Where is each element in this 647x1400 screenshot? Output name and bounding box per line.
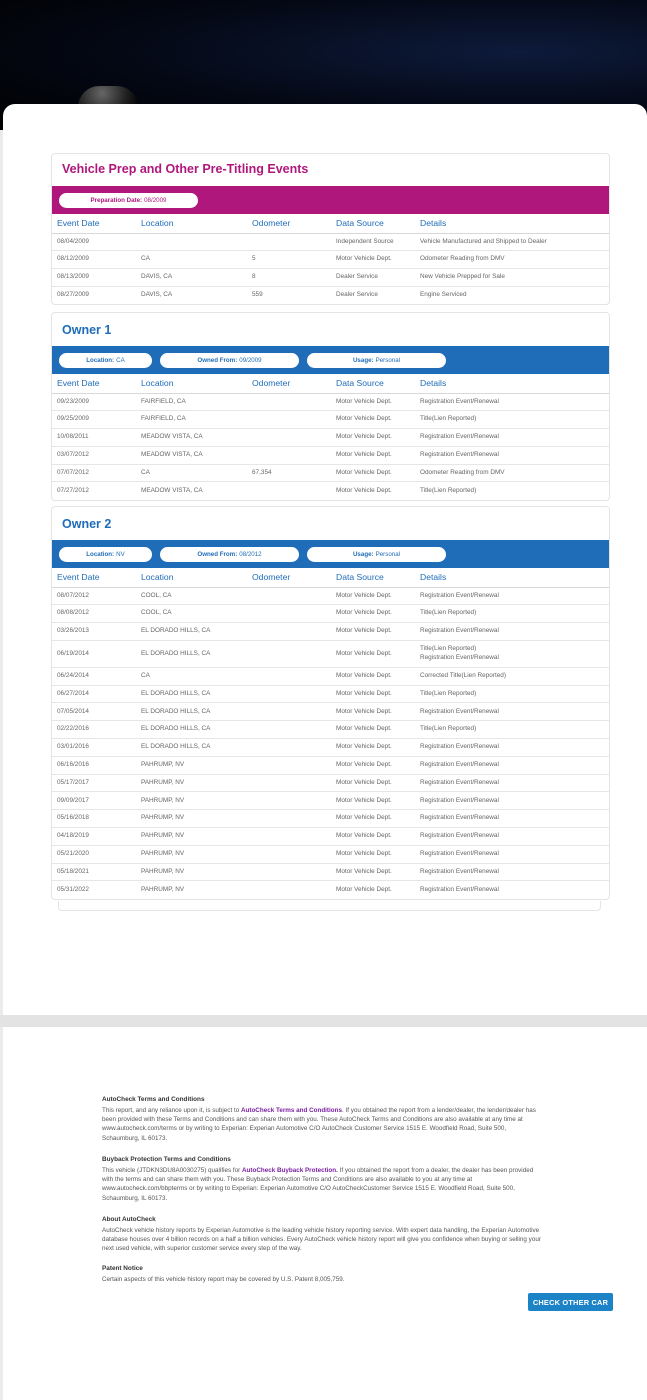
about-text: AutoCheck vehicle history reports by Experian Automotive is the leading vehicle history reporting service. With expert data handling, the Experian Automotive database houses over 4 billion records on a half a billion vehicles. Every AutoCheck vehicle history report will give you confidence when buying or selling your next used vehicle, with superior customer service every step of the way. (102, 1226, 541, 1253)
events-table-body (52, 393, 609, 500)
odometer-cell (247, 623, 331, 641)
odometer-cell (247, 881, 331, 899)
pill-value: CA (116, 356, 125, 364)
event-date-cell: 08/12/2009 (52, 251, 136, 269)
table-row (52, 863, 609, 881)
pill-value: 08/2009 (144, 196, 167, 204)
data-source-cell: Motor Vehicle Dept. (331, 756, 415, 774)
odometer-cell (247, 863, 331, 881)
event-date-cell: 05/18/2021 (52, 863, 136, 881)
details-cell: Registration Event/Renewal (415, 739, 609, 757)
details-cell: Engine Serviced (420, 291, 467, 299)
column-header: Event Date (52, 568, 136, 587)
location-cell: MEADOW VISTA, CA (136, 446, 247, 464)
patent-block (102, 1264, 542, 1284)
events-table (52, 568, 609, 899)
event-date-cell: 03/01/2016 (52, 739, 136, 757)
data-source-cell: Motor Vehicle Dept. (331, 774, 415, 792)
table-row (52, 703, 609, 721)
odometer-cell: 8 (247, 269, 331, 287)
details-cell: New Vehicle Prepped for Sale (415, 269, 609, 287)
details-cell: Registration Event/Renewal (415, 587, 609, 605)
location-cell: DAVIS, CA (136, 269, 247, 287)
summary-band (52, 346, 609, 374)
about-heading: About AutoCheck (102, 1216, 156, 1223)
odometer-cell (247, 739, 331, 757)
summary-band (52, 186, 609, 214)
column-header: Location (136, 568, 247, 587)
terms-heading: AutoCheck Terms and Conditions (102, 1096, 205, 1103)
pill-label: Usage: (352, 550, 374, 558)
event-date-cell: 05/31/2022 (57, 885, 89, 893)
event-date-cell: 05/17/2017 (52, 774, 136, 792)
table-row (52, 605, 609, 623)
odometer-cell (247, 429, 331, 447)
data-source-cell: Motor Vehicle Dept. (331, 464, 415, 482)
data-source-cell: Independent Source (331, 233, 415, 251)
location-cell: EL DORADO HILLS, CA (136, 640, 247, 667)
data-source-cell: Motor Vehicle Dept. (331, 863, 415, 881)
data-source-cell: Motor Vehicle Dept. (336, 885, 392, 893)
location-pill (59, 353, 152, 368)
location-cell: PAHRUMP, NV (136, 845, 247, 863)
location-cell: MEADOW VISTA, CA (141, 486, 203, 494)
usage-pill (307, 547, 446, 562)
section-container-bottom (58, 901, 601, 911)
owned-from-pill (160, 353, 299, 368)
odometer-cell (247, 667, 331, 685)
pill-label: Location: (86, 356, 115, 364)
details-cell: Vehicle Manufactured and Shipped to Dealer (415, 233, 609, 251)
event-date-cell: 08/27/2009 (57, 291, 89, 299)
column-header: Data Source (331, 374, 415, 393)
odometer-cell (247, 845, 331, 863)
data-source-cell: Motor Vehicle Dept. (331, 251, 415, 269)
terms-text (102, 1106, 542, 1144)
table-row (52, 482, 609, 500)
usage-pill (307, 353, 446, 368)
data-source-cell: Dealer Service (336, 291, 378, 299)
section-title: Vehicle Prep and Other Pre-Titling Events (62, 162, 309, 176)
table-row (52, 810, 609, 828)
buyback-heading: Buyback Protection Terms and Conditions (102, 1156, 231, 1163)
column-header: Location (136, 214, 247, 233)
terms-link[interactable]: AutoCheck Terms and Conditions (240, 1106, 342, 1114)
event-date-cell: 07/27/2012 (57, 486, 89, 494)
location-cell: FAIRFIELD, CA (136, 393, 247, 411)
data-source-cell: Motor Vehicle Dept. (331, 587, 415, 605)
data-source-cell: Motor Vehicle Dept. (331, 411, 415, 429)
location-pill (59, 547, 152, 562)
location-cell: EL DORADO HILLS, CA (136, 739, 247, 757)
column-header: Odometer (247, 214, 331, 233)
details-cell: Corrected Title(Lien Reported) (415, 667, 609, 685)
details-cell: Registration Event/Renewal (415, 774, 609, 792)
table-row (52, 269, 609, 287)
table-row (52, 623, 609, 641)
data-source-cell: Motor Vehicle Dept. (331, 446, 415, 464)
event-date-cell: 07/07/2012 (52, 464, 136, 482)
details-cell: Title(Lien Reported) (420, 486, 477, 494)
location-cell (136, 233, 247, 251)
pill-label: Owned From: (197, 356, 238, 364)
odometer-cell (247, 605, 331, 623)
pill-label: Owned From: (197, 550, 238, 558)
location-cell: CA (136, 667, 247, 685)
buyback-text (102, 1166, 542, 1204)
event-date-cell: 09/23/2009 (52, 393, 136, 411)
details-cell: Registration Event/Renewal (415, 703, 609, 721)
events-table (52, 214, 609, 304)
events-table-body (52, 233, 609, 304)
details-cell: Title(Lien Reported) (415, 605, 609, 623)
column-header: Data Source (331, 568, 415, 587)
terms-text-part: This report, and any reliance upon it, is subject to (102, 1106, 241, 1114)
details-cell: Registration Event/Renewal (415, 756, 609, 774)
details-cell: Registration Event/Renewal (415, 393, 609, 411)
table-row (52, 845, 609, 863)
location-cell: CA (136, 251, 247, 269)
details-cell: Registration Event/Renewal (415, 810, 609, 828)
pill-label: Usage: (352, 356, 374, 364)
check-other-car-button[interactable]: CHECK OTHER CAR (528, 1293, 613, 1311)
terms-block (102, 1095, 542, 1143)
odometer-cell (247, 640, 331, 667)
table-row (52, 756, 609, 774)
data-source-cell: Dealer Service (331, 269, 415, 287)
event-date-cell: 06/19/2014 (52, 640, 136, 667)
footer (3, 1027, 647, 1400)
location-cell: MEADOW VISTA, CA (136, 429, 247, 447)
event-date-cell: 08/08/2012 (52, 605, 136, 623)
table-header-row (52, 374, 609, 393)
section-title: Owner 1 (62, 323, 112, 337)
owner-2-section (51, 506, 610, 900)
event-date-cell: 06/16/2016 (52, 756, 136, 774)
patent-text: Certain aspects of this vehicle history report may be covered by U.S. Patent 8,005,759. (102, 1275, 345, 1283)
data-source-cell: Motor Vehicle Dept. (331, 739, 415, 757)
location-cell: COOL, CA (136, 605, 247, 623)
data-source-cell: Motor Vehicle Dept. (331, 393, 415, 411)
table-row (52, 881, 609, 899)
details-cell: Registration Event/Renewal (415, 446, 609, 464)
event-date-cell: 08/13/2009 (52, 269, 136, 287)
data-source-cell: Motor Vehicle Dept. (331, 640, 415, 667)
odometer-cell (247, 703, 331, 721)
pretitling-section (51, 153, 610, 305)
event-date-cell: 08/07/2012 (52, 587, 136, 605)
table-row (52, 774, 609, 792)
column-header: Details (415, 214, 609, 233)
details-cell: Title(Lien Reported) Registration Event/Renewal (415, 640, 609, 667)
pill-value: Personal (375, 550, 401, 558)
event-date-cell: 05/21/2020 (52, 845, 136, 863)
odometer-cell (247, 393, 331, 411)
odometer-cell (247, 721, 331, 739)
event-date-cell: 06/27/2014 (52, 685, 136, 703)
column-header: Event Date (52, 214, 136, 233)
column-header: Details (415, 374, 609, 393)
table-row (52, 828, 609, 846)
preparation-date-pill (59, 193, 198, 208)
column-header: Odometer (247, 568, 331, 587)
owned-from-pill (160, 547, 299, 562)
odometer-cell (247, 482, 331, 500)
details-cell: Registration Event/Renewal (415, 828, 609, 846)
events-table (52, 374, 609, 500)
odometer-cell (247, 411, 331, 429)
data-source-cell: Motor Vehicle Dept. (331, 685, 415, 703)
table-row (52, 464, 609, 482)
odometer-cell: 67,354 (247, 464, 331, 482)
event-date-cell: 06/24/2014 (52, 667, 136, 685)
odometer-cell (247, 828, 331, 846)
pill-value: NV (116, 550, 125, 558)
location-cell: PAHRUMP, NV (136, 774, 247, 792)
data-source-cell: Motor Vehicle Dept. (331, 703, 415, 721)
event-date-cell: 04/18/2019 (52, 828, 136, 846)
event-date-cell: 05/16/2018 (52, 810, 136, 828)
patent-heading: Patent Notice (102, 1265, 143, 1272)
details-cell: Title(Lien Reported) (415, 411, 609, 429)
table-row (52, 411, 609, 429)
odometer-cell (247, 774, 331, 792)
data-source-cell: Motor Vehicle Dept. (331, 721, 415, 739)
table-row (52, 393, 609, 411)
odometer-cell (247, 810, 331, 828)
details-cell: Registration Event/Renewal (415, 863, 609, 881)
table-row (52, 739, 609, 757)
details-cell: Registration Event/Renewal (415, 792, 609, 810)
odometer-cell (247, 446, 331, 464)
location-cell: EL DORADO HILLS, CA (136, 703, 247, 721)
column-header: Location (136, 374, 247, 393)
location-cell: PAHRUMP, NV (136, 756, 247, 774)
summary-band (52, 540, 609, 568)
location-cell: PAHRUMP, NV (136, 863, 247, 881)
location-cell: EL DORADO HILLS, CA (136, 721, 247, 739)
column-header: Data Source (331, 214, 415, 233)
table-row (52, 446, 609, 464)
pill-label: Location: (86, 550, 115, 558)
location-cell: DAVIS, CA (141, 291, 173, 299)
table-row (52, 667, 609, 685)
pill-value: 08/2012 (239, 550, 262, 558)
data-source-cell: Motor Vehicle Dept. (331, 828, 415, 846)
events-table-body (52, 587, 609, 899)
data-source-cell: Motor Vehicle Dept. (331, 623, 415, 641)
pill-value: 09/2009 (239, 356, 262, 364)
buyback-block (102, 1155, 542, 1203)
event-date-cell: 07/05/2014 (52, 703, 136, 721)
table-row (52, 251, 609, 269)
table-row (52, 587, 609, 605)
table-header-row (52, 568, 609, 587)
details-cell: Registration Event/Renewal (415, 845, 609, 863)
table-row (52, 429, 609, 447)
details-cell: Title(Lien Reported) (415, 685, 609, 703)
location-cell: PAHRUMP, NV (136, 810, 247, 828)
location-cell: FAIRFIELD, CA (136, 411, 247, 429)
location-cell: PAHRUMP, NV (136, 828, 247, 846)
buyback-text-part: If you obtained the report from a dealer, the dealer has been provided with the terms and can share them with you. These Buyback Protection Terms and Conditions are also available to you at any time at www.autocheck.com/bbpterms or by writing to Experian: Experian Automotive C/O AutoCheckCustomer Service 1515 E. Woodfield Road, Suite 500, Schaumburg, IL 60173. (102, 1166, 534, 1202)
odometer-cell: 559 (252, 291, 263, 299)
buyback-link[interactable]: AutoCheck Buyback Protection. (242, 1166, 338, 1174)
data-source-cell: Motor Vehicle Dept. (331, 667, 415, 685)
pill-label: Preparation Date: (90, 196, 143, 204)
odometer-cell (247, 756, 331, 774)
event-date-cell: 09/25/2009 (52, 411, 136, 429)
table-row (52, 685, 609, 703)
divider (0, 1015, 647, 1027)
details-cell: Registration Event/Renewal (415, 429, 609, 447)
event-date-cell: 10/08/2011 (52, 429, 136, 447)
details-cell: Odometer Reading from DMV (415, 251, 609, 269)
data-source-cell: Motor Vehicle Dept. (331, 792, 415, 810)
odometer-cell (247, 685, 331, 703)
location-cell: PAHRUMP, NV (136, 792, 247, 810)
details-cell: Odometer Reading from DMV (415, 464, 609, 482)
table-row (52, 286, 609, 304)
event-date-cell: 03/26/2013 (52, 623, 136, 641)
odometer-cell: 5 (247, 251, 331, 269)
table-row (52, 721, 609, 739)
column-header: Odometer (247, 374, 331, 393)
location-cell: CA (136, 464, 247, 482)
location-cell: EL DORADO HILLS, CA (136, 685, 247, 703)
event-date-cell: 02/22/2016 (52, 721, 136, 739)
odometer-cell (247, 233, 331, 251)
column-header: Details (415, 568, 609, 587)
data-source-cell: Motor Vehicle Dept. (336, 486, 392, 494)
section-title: Owner 2 (62, 517, 112, 531)
data-source-cell: Motor Vehicle Dept. (331, 810, 415, 828)
location-cell: PAHRUMP, NV (141, 885, 185, 893)
data-source-cell: Motor Vehicle Dept. (331, 605, 415, 623)
table-row (52, 792, 609, 810)
owner-1-section (51, 312, 610, 501)
details-cell: Registration Event/Renewal (420, 885, 499, 893)
about-block (102, 1215, 542, 1254)
location-cell: COOL, CA (136, 587, 247, 605)
event-date-cell: 09/09/2017 (52, 792, 136, 810)
location-cell: EL DORADO HILLS, CA (136, 623, 247, 641)
column-header: Event Date (52, 374, 136, 393)
event-date-cell: 03/07/2012 (52, 446, 136, 464)
event-date-cell: 08/04/2009 (52, 233, 136, 251)
details-cell: Title(Lien Reported) (415, 721, 609, 739)
buyback-text-part: This vehicle (JTDKN3DU8A0030275) qualifies for (102, 1166, 242, 1174)
details-cell: Registration Event/Renewal (415, 623, 609, 641)
terms-text-part: . If you obtained the report from a lender/dealer, the lender/dealer has been provided with these Terms and Conditions and can share them with you. These AutoCheck Terms and Conditions are also available at any time at www.autocheck.com/terms or by writing to Experian: Experian Automotive C/O AutoCheck Customer Service 1515 E. Woodfield Road, Suite 500, Schaumburg, IL 60173. (102, 1106, 536, 1142)
data-source-cell: Motor Vehicle Dept. (331, 845, 415, 863)
table-row (52, 640, 609, 667)
odometer-cell (247, 792, 331, 810)
table-header-row (52, 214, 609, 233)
pill-value: Personal (375, 356, 401, 364)
data-source-cell: Motor Vehicle Dept. (331, 429, 415, 447)
table-row (52, 233, 609, 251)
odometer-cell (247, 587, 331, 605)
